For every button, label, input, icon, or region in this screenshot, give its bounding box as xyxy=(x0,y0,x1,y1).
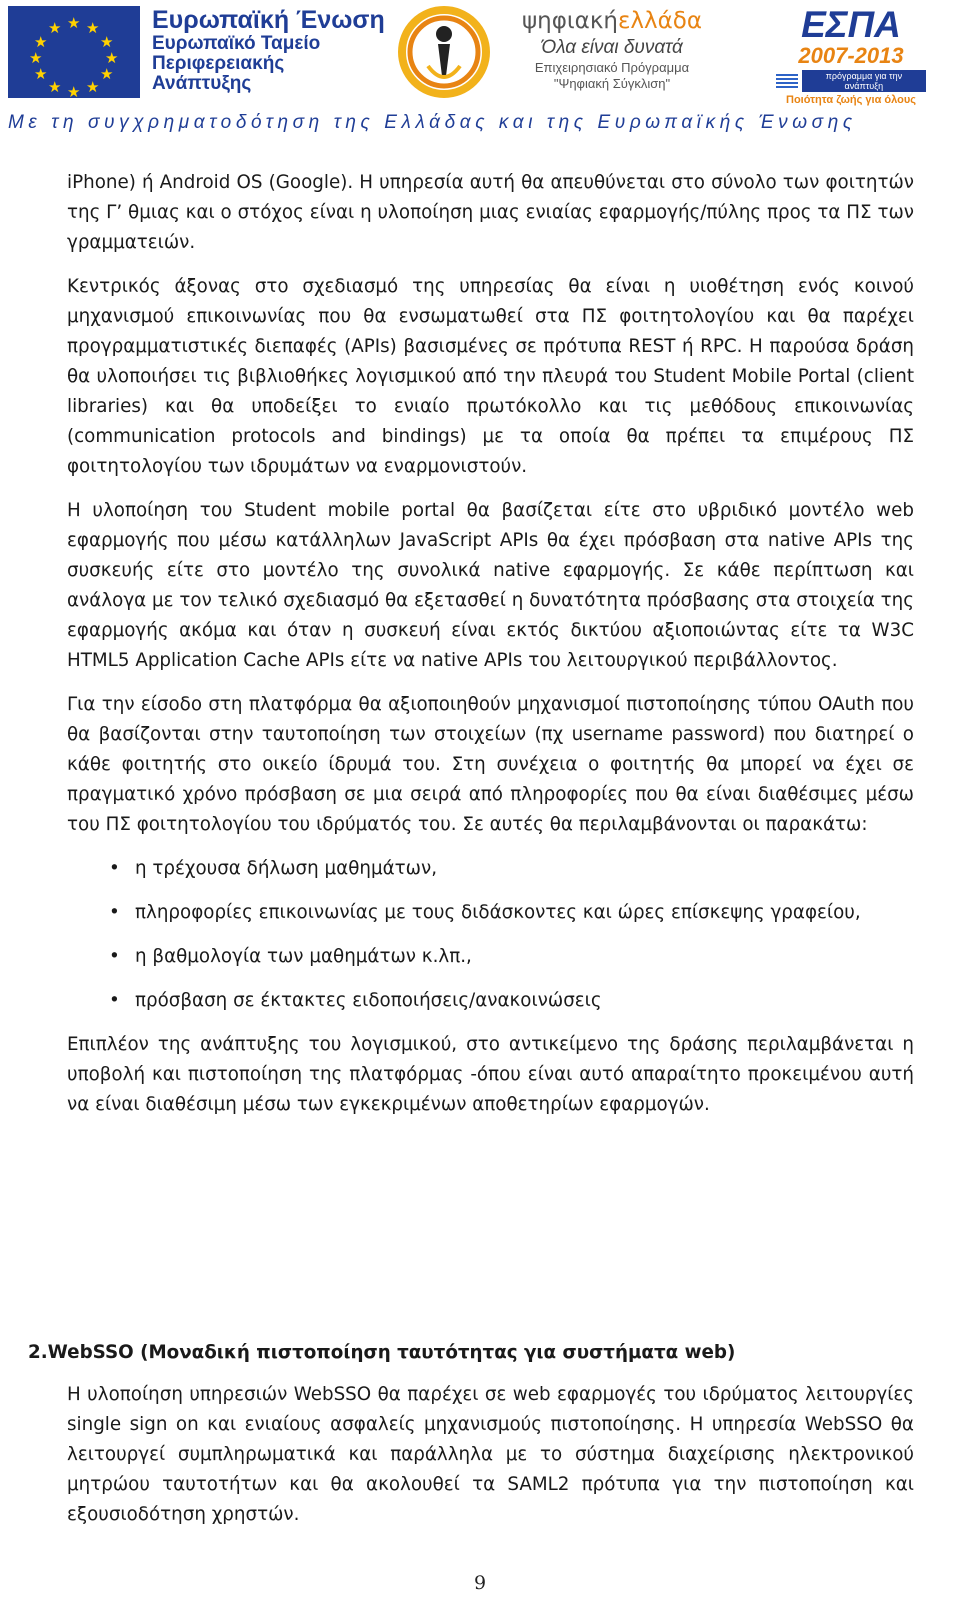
page-header xyxy=(0,0,960,110)
eu-title: Ευρωπαϊκή Ένωση xyxy=(152,6,385,34)
espa-logo-block xyxy=(776,6,926,106)
page-number: 9 xyxy=(473,1572,487,1594)
paragraph: iPhone) ή Android OS (Google). Η υπηρεσία αυτή θα απευθύνεται στο σύνολο των φοιτητών της Γ’ θμιας και ο στόχος είναι η υλοποίηση μιας ενιαίας εφαρμογής/πύλης προς τα ΠΣ των γραμματειών. xyxy=(67,172,914,253)
list-item-text: πληροφορίες επικοινωνίας με τους διδάσκοντες και ώρες επίσκεψης γραφείου, xyxy=(135,902,861,923)
digital-greece-emblem-icon xyxy=(398,6,490,98)
list-item xyxy=(67,986,914,1016)
eu-logo-text xyxy=(152,6,385,94)
bullet-icon: • xyxy=(109,946,120,967)
list-item xyxy=(67,898,914,928)
espa-title: ΕΣΠΑ xyxy=(801,4,901,45)
bullet-icon: • xyxy=(109,858,120,879)
eu-fund-line1: Ευρωπαϊκό Ταμείο xyxy=(152,33,321,54)
list-item-text: η βαθμολογία των μαθημάτων κ.λπ., xyxy=(135,946,472,967)
paragraph: Η υλοποίηση του Student mobile portal θα βασίζεται είτε στο υβριδικό μοντέλο web εφαρμογής που μέσω κατάλληλων JavaScript APIs θα έχει πρόσβαση στα native APIs της συσκευής είτε στο μοντέλο της συνολικά native εφαρμογής. Σε κάθε περίπτωση και ανάλογα με τον τελικό σχεδιασμό θα εξετασθεί η δυνατότητα πρόσβασης στα στοιχεία της εφαρμογής ακόμα και όταν η συσκευή είναι εκτός δικτύου αξιοποιώντας είτε τα W3C HTML5 Application Cache APIs είτε να native APIs του λειτουργικού περιβάλλοντος. xyxy=(67,500,914,671)
espa-tagline: πρόγραμμα για την ανάπτυξη xyxy=(802,70,926,92)
dg-brand-suffix: ελλάδα xyxy=(617,8,703,34)
section-paragraph: Η υλοποίηση υπηρεσιών WebSSO θα παρέχει σε web εφαρμογές του ιδρύματος λειτουργίες single sign on και ενιαίους ασφαλείς μηχανισμούς πιστοποίησης. Η υπηρεσία WebSSO θα λειτουργεί συμπληρωματικά και παράλληλα με το σύστημα διαχείρισης ηλεκτρονικού μητρώου ταυτοτήτων και θα ακολουθεί τα SAML2 πρότυπα για την πιστοποίηση και εξουσιοδότηση χρηστών. xyxy=(67,1384,914,1525)
eu-fund-line3: Ανάπτυξης xyxy=(152,73,252,94)
dg-program-line1: Επιχειρησιακό Πρόγραμμα xyxy=(534,60,690,75)
greek-flag-icon xyxy=(776,74,798,88)
section-heading xyxy=(28,1338,908,1368)
eu-logo-block xyxy=(8,6,385,101)
dg-brand-prefix: ψηφιακή xyxy=(521,8,618,34)
closing-paragraph: Επιπλέον της ανάπτυξης του λογισμικού, στο αντικείμενο της δράσης περιλαμβάνεται η υποβολή και πιστοποίηση της πλατφόρμας -όπου είναι αυτό απαραίτητο προκειμένου αυτή να είναι διαθέσιμη μέσω των εγκεκριμένων αποθετηρίων εφαρμογών. xyxy=(67,1034,914,1115)
bullet-icon: • xyxy=(109,990,120,1011)
list-item xyxy=(67,854,914,884)
espa-years: 2007-2013 xyxy=(798,43,904,68)
list-item-text: πρόσβαση σε έκτακτες ειδοποιήσεις/ανακοινώσεις xyxy=(135,990,602,1011)
dg-slogan: Όλα είναι δυνατά xyxy=(541,37,683,58)
dg-brand xyxy=(498,6,726,36)
digital-greece-logo-block xyxy=(398,6,726,98)
eu-flag-icon: ★ ★ ★ ★ ★ ★ ★ ★ ★ ★ ★ ★ xyxy=(8,6,140,98)
paragraph: Κεντρικός άξονας στο σχεδιασμό της υπηρεσίας θα είναι η υιοθέτηση ενός κοινού μηχανισμού επικοινωνίας που θα ενσωματωθεί στα ΠΣ φοιτητολογίου και θα παρέχει προγραμματιστικές διεπαφές (APIs) βασισμένες σε πρότυπα REST ή RPC. Η παρούσα δράση θα υλοποιήσει τις βιβλιοθήκες λογισμικού από την πλευρά του Student Mobile Portal (client libraries) και θα υποδείξει το ενιαίο πρωτόκολλο και τις μεθόδους επικοινωνίας (communication protocols and bindings) με τα οποία θα πρέπει τα επιμέρους ΠΣ φοιτητολογίου των ιδρυμάτων να εναρμονιστούν. xyxy=(67,276,914,477)
paragraph: Για την είσοδο στη πλατφόρμα θα αξιοποιηθούν μηχανισμοί πιστοποίησης τύπου OAuth που θα βασίζονται στην ταυτοποίηση των στοιχείων (πχ username password) που διατηρεί ο κάθε φοιτητής στο οικείο ίδρυμά του. Στη συνέχεια ο φοιτητής θα μπορεί να έχει σε πραγματικό χρόνο πρόσβαση σε μια σειρά από πληροφορίες που θα είναι διαθέσιμες μέσω του ΠΣ φοιτητολογίου του ιδρύματός του. Σε αυτές θα περιλαμβάνονται οι παρακάτω: xyxy=(67,694,914,835)
espa-quality: Ποιότητα ζωής για όλους xyxy=(786,94,916,106)
section-title: WebSSO (Μοναδική πιστοποίηση ταυτότητας για συστήματα web) xyxy=(47,1342,736,1363)
section-number: 2. xyxy=(28,1342,48,1363)
document-body xyxy=(67,168,914,1134)
bullet-list xyxy=(67,854,914,1016)
bullet-icon: • xyxy=(109,902,120,923)
dg-program-line2: "Ψηφιακή Σύγκλιση" xyxy=(553,76,671,91)
cofunding-banner: Με τη συγχρηματοδότηση της Ελλάδας και της Ευρωπαϊκής Ένωσης xyxy=(8,112,857,133)
eu-fund-line2: Περιφερειακής xyxy=(152,53,285,74)
espa-flags xyxy=(776,70,926,92)
list-item xyxy=(67,942,914,972)
digital-greece-text xyxy=(498,6,726,98)
list-item-text: η τρέχουσα δήλωση μαθημάτων, xyxy=(135,858,438,879)
